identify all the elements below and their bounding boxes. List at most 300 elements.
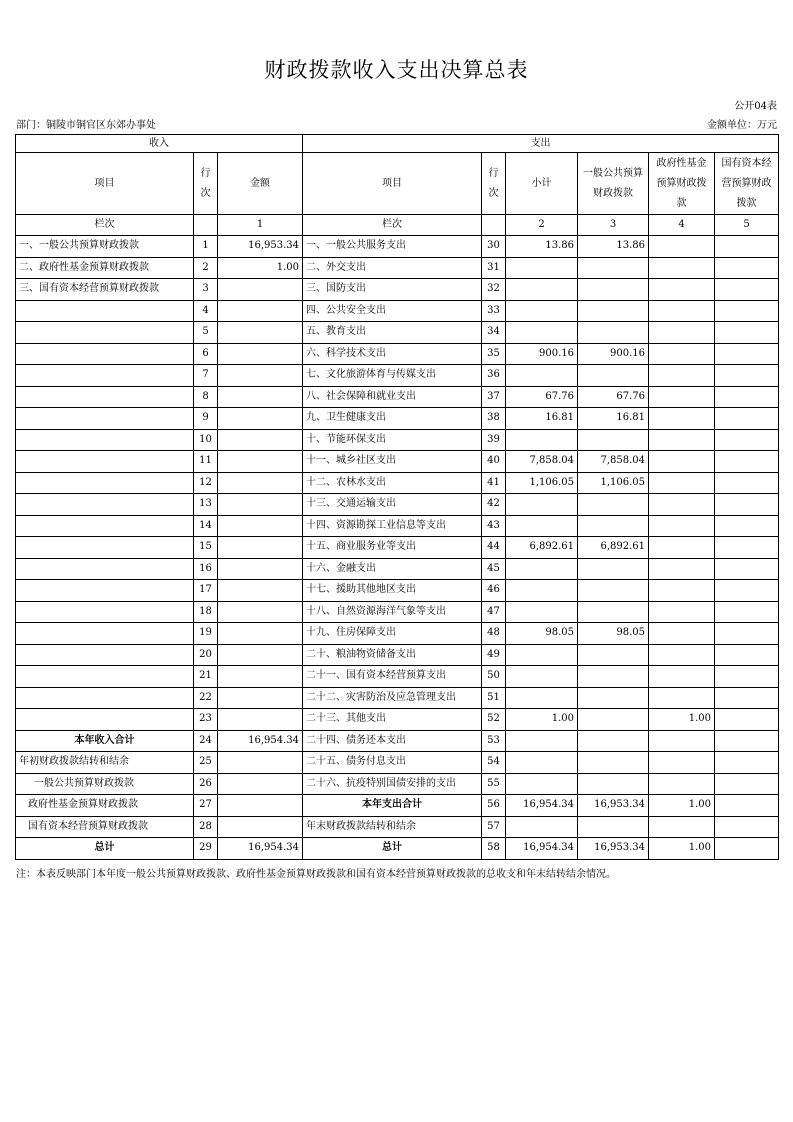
table-row [16, 580, 779, 602]
income-section-header: 收入 [16, 135, 303, 153]
table-row [16, 365, 779, 387]
general-budget-cell [578, 816, 649, 838]
general-budget-cell: 16,953.34 [578, 795, 649, 817]
subtotal-cell [506, 257, 578, 279]
table-row [16, 386, 779, 408]
state-capital-cell [715, 580, 779, 602]
expense-row-no-cell: 48 [482, 623, 506, 645]
expense-row-no-cell: 55 [482, 773, 506, 795]
subtotal-cell [506, 322, 578, 344]
income-row-no-cell: 7 [194, 365, 218, 387]
table-row [16, 644, 779, 666]
column-number-label: 栏次 [16, 215, 194, 236]
income-amount-cell [218, 752, 303, 774]
table-row [16, 257, 779, 279]
state-capital-cell [715, 300, 779, 322]
income-item-cell [16, 666, 194, 688]
state-capital-cell [715, 644, 779, 666]
state-capital-cell [715, 472, 779, 494]
income-row-no-cell: 20 [194, 644, 218, 666]
table-row [16, 752, 779, 774]
income-amount-cell [218, 386, 303, 408]
subtotal-cell: 7,858.04 [506, 451, 578, 473]
gov-fund-cell [649, 644, 715, 666]
income-item-cell: 本年收入合计 [16, 730, 194, 752]
form-number: 公开04表 [734, 101, 777, 112]
income-item-cell [16, 558, 194, 580]
state-capital-cell [715, 236, 779, 258]
subtotal-cell [506, 666, 578, 688]
table-row [16, 494, 779, 516]
state-capital-cell [715, 537, 779, 559]
income-amount-cell [218, 343, 303, 365]
empty-cell [194, 215, 218, 236]
general-budget-cell [578, 752, 649, 774]
income-row-no-cell: 23 [194, 709, 218, 731]
expense-row-no-cell: 36 [482, 365, 506, 387]
income-amount-cell [218, 451, 303, 473]
expense-row-no-cell: 49 [482, 644, 506, 666]
expense-item-cell: 二、外交支出 [303, 257, 482, 279]
income-item-cell: 总计 [16, 838, 194, 860]
expense-item-cell: 十四、资源勘探工业信息等支出 [303, 515, 482, 537]
general-budget-cell [578, 365, 649, 387]
expense-row-no-cell: 53 [482, 730, 506, 752]
state-capital-cell [715, 709, 779, 731]
income-amount-cell [218, 687, 303, 709]
subtotal-cell: 1.00 [506, 709, 578, 731]
expense-item-cell: 九、卫生健康支出 [303, 408, 482, 430]
income-item-cell: 政府性基金预算财政拨款 [16, 795, 194, 817]
income-row-no-cell: 28 [194, 816, 218, 838]
expense-item-cell: 二十、粮油物资储备支出 [303, 644, 482, 666]
income-row-no-cell: 1 [194, 236, 218, 258]
expense-row-no-cell: 56 [482, 795, 506, 817]
state-capital-cell [715, 666, 779, 688]
subtotal-cell: 1,106.05 [506, 472, 578, 494]
income-row-no-cell: 11 [194, 451, 218, 473]
income-item-cell [16, 709, 194, 731]
income-item-cell [16, 365, 194, 387]
subtotal-cell [506, 580, 578, 602]
table-row [16, 537, 779, 559]
general-budget-cell: 98.05 [578, 623, 649, 645]
income-item-cell [16, 386, 194, 408]
expense-row-no-cell: 45 [482, 558, 506, 580]
income-row-no-cell: 25 [194, 752, 218, 774]
state-capital-cell [715, 257, 779, 279]
general-budget-cell: 900.16 [578, 343, 649, 365]
income-amount-cell: 1.00 [218, 257, 303, 279]
table-row [16, 838, 779, 860]
income-row-no-cell: 3 [194, 279, 218, 301]
gov-fund-cell [649, 365, 715, 387]
gov-fund-cell [649, 558, 715, 580]
gov-fund-cell: 1.00 [649, 709, 715, 731]
income-item-cell: 一、一般公共预算财政拨款 [16, 236, 194, 258]
state-capital-cell [715, 752, 779, 774]
gov-fund-cell [649, 472, 715, 494]
state-capital-cell [715, 558, 779, 580]
expense-item-cell: 四、公共安全支出 [303, 300, 482, 322]
subtotal-header: 小计 [506, 153, 578, 215]
expense-row-no-cell: 42 [482, 494, 506, 516]
expense-item-cell: 十八、自然资源海洋气象等支出 [303, 601, 482, 623]
state-capital-cell [715, 795, 779, 817]
general-budget-cell [578, 730, 649, 752]
amount-unit-label: 金额单位：万元 [707, 120, 777, 131]
gov-fund-cell [649, 601, 715, 623]
expense-item-cell: 年末财政拨款结转和结余 [303, 816, 482, 838]
table-row [16, 816, 779, 838]
table-row [16, 279, 779, 301]
gov-fund-cell [649, 537, 715, 559]
table-row [16, 623, 779, 645]
subtotal-cell [506, 601, 578, 623]
subtotal-cell [506, 730, 578, 752]
expense-item-cell: 六、科学技术支出 [303, 343, 482, 365]
general-budget-cell [578, 429, 649, 451]
expense-section-header: 支出 [303, 135, 779, 153]
income-amount-cell [218, 623, 303, 645]
expense-row-no-cell: 40 [482, 451, 506, 473]
income-item-cell [16, 451, 194, 473]
subtotal-cell: 13.86 [506, 236, 578, 258]
expense-row-no-cell: 31 [482, 257, 506, 279]
expense-row-no-cell: 46 [482, 580, 506, 602]
state-capital-cell [715, 601, 779, 623]
table-row [16, 601, 779, 623]
gov-fund-cell [649, 623, 715, 645]
income-row-no-cell: 15 [194, 537, 218, 559]
state-capital-cell [715, 451, 779, 473]
expense-item-cell: 一、一般公共服务支出 [303, 236, 482, 258]
income-item-cell [16, 601, 194, 623]
income-item-cell [16, 322, 194, 344]
subtotal-cell [506, 558, 578, 580]
subtotal-cell [506, 687, 578, 709]
state-capital-cell [715, 365, 779, 387]
department-label: 部门：铜陵市铜官区东郊办事处 [16, 120, 156, 131]
expense-item-cell: 二十五、债务付息支出 [303, 752, 482, 774]
gov-fund-cell [649, 515, 715, 537]
expense-item-cell: 三、国防支出 [303, 279, 482, 301]
expense-item-cell: 十一、城乡社区支出 [303, 451, 482, 473]
income-row-no-cell: 24 [194, 730, 218, 752]
column-number-4: 4 [649, 215, 715, 236]
income-amount-cell [218, 472, 303, 494]
expense-row-no-cell: 30 [482, 236, 506, 258]
expense-row-no-cell: 37 [482, 386, 506, 408]
subtotal-cell: 900.16 [506, 343, 578, 365]
state-capital-cell [715, 279, 779, 301]
expense-item-cell: 十、节能环保支出 [303, 429, 482, 451]
expense-item-cell: 七、文化旅游体育与传媒支出 [303, 365, 482, 387]
income-amount-cell [218, 644, 303, 666]
income-amount-cell [218, 580, 303, 602]
general-budget-cell: 67.76 [578, 386, 649, 408]
gov-fund-cell [649, 236, 715, 258]
income-item-cell [16, 494, 194, 516]
expense-row-no-cell: 43 [482, 515, 506, 537]
income-item-cell [16, 472, 194, 494]
state-capital-cell [715, 730, 779, 752]
general-budget-cell [578, 601, 649, 623]
income-row-no-cell: 13 [194, 494, 218, 516]
gov-fund-cell [649, 451, 715, 473]
expense-row-no-cell: 39 [482, 429, 506, 451]
table-row [16, 322, 779, 344]
income-item-cell [16, 343, 194, 365]
income-row-no-cell: 4 [194, 300, 218, 322]
expense-row-no-cell: 57 [482, 816, 506, 838]
column-header-row [16, 153, 779, 215]
gov-fund-cell [649, 343, 715, 365]
subtotal-cell: 6,892.61 [506, 537, 578, 559]
income-item-cell: 年初财政拨款结转和结余 [16, 752, 194, 774]
income-amount-cell: 16,954.34 [218, 838, 303, 860]
general-budget-cell [578, 322, 649, 344]
expense-item-header: 项目 [303, 153, 482, 215]
state-capital-cell [715, 515, 779, 537]
general-budget-cell [578, 494, 649, 516]
state-capital-cell [715, 343, 779, 365]
expense-item-cell: 二十四、债务还本支出 [303, 730, 482, 752]
gov-fund-cell [649, 687, 715, 709]
income-item-cell [16, 408, 194, 430]
general-budget-cell [578, 687, 649, 709]
state-capital-cell [715, 429, 779, 451]
table-row [16, 795, 779, 817]
table-row [16, 343, 779, 365]
expense-row-no-cell: 52 [482, 709, 506, 731]
subtotal-cell [506, 279, 578, 301]
general-budget-cell: 16,953.34 [578, 838, 649, 860]
subtotal-cell: 16,954.34 [506, 838, 578, 860]
expense-row-no-cell: 32 [482, 279, 506, 301]
expense-row-no-cell: 35 [482, 343, 506, 365]
income-amount-cell [218, 816, 303, 838]
expense-item-cell: 八、社会保障和就业支出 [303, 386, 482, 408]
general-budget-cell: 16.81 [578, 408, 649, 430]
amount-header: 金额 [218, 153, 303, 215]
income-row-no-cell: 27 [194, 795, 218, 817]
page-title: 财政拨款收入支出决算总表 [264, 58, 529, 82]
general-budget-cell [578, 773, 649, 795]
income-amount-cell [218, 300, 303, 322]
income-item-cell [16, 644, 194, 666]
subtotal-cell [506, 644, 578, 666]
gov-fund-cell [649, 666, 715, 688]
expense-item-cell: 十二、农林水支出 [303, 472, 482, 494]
subtotal-cell: 67.76 [506, 386, 578, 408]
income-row-no-cell: 17 [194, 580, 218, 602]
state-capital-header: 国有资本经营预算财政拨款 [715, 153, 779, 215]
expense-row-no-cell: 34 [482, 322, 506, 344]
gov-fund-cell [649, 494, 715, 516]
general-budget-cell [578, 300, 649, 322]
expense-item-cell: 五、教育支出 [303, 322, 482, 344]
state-capital-cell [715, 386, 779, 408]
expense-row-no-cell: 51 [482, 687, 506, 709]
expense-row-no-cell: 38 [482, 408, 506, 430]
income-amount-cell [218, 515, 303, 537]
table-row [16, 666, 779, 688]
income-row-no-cell: 2 [194, 257, 218, 279]
general-budget-cell: 6,892.61 [578, 537, 649, 559]
income-item-cell [16, 515, 194, 537]
gov-fund-cell [649, 279, 715, 301]
table-row [16, 429, 779, 451]
general-budget-cell [578, 644, 649, 666]
subtotal-cell [506, 816, 578, 838]
income-item-cell: 国有资本经营预算财政拨款 [16, 816, 194, 838]
gov-fund-cell [649, 730, 715, 752]
table-row [16, 236, 779, 258]
general-budget-header: 一般公共预算财政拨款 [578, 153, 649, 215]
general-budget-cell: 1,106.05 [578, 472, 649, 494]
state-capital-cell [715, 322, 779, 344]
expense-item-cell: 二十六、抗疫特别国债安排的支出 [303, 773, 482, 795]
table-note: 注：本表反映部门本年度一般公共预算财政拨款、政府性基金预算财政拨款和国有资本经营预算财政拨款的总收支和年末结转结余情况。 [16, 869, 616, 880]
income-amount-cell [218, 709, 303, 731]
final-accounts-table [15, 134, 779, 860]
subtotal-cell [506, 752, 578, 774]
general-budget-cell [578, 709, 649, 731]
general-budget-cell [578, 515, 649, 537]
column-number-5: 5 [715, 215, 779, 236]
table-row [16, 730, 779, 752]
income-item-cell: 一般公共预算财政拨款 [16, 773, 194, 795]
income-amount-cell [218, 537, 303, 559]
expense-row-no-cell: 47 [482, 601, 506, 623]
column-number-1: 1 [218, 215, 303, 236]
gov-fund-cell [649, 816, 715, 838]
expense-item-cell: 十六、金融支出 [303, 558, 482, 580]
state-capital-cell [715, 838, 779, 860]
expense-item-cell: 十三、交通运输支出 [303, 494, 482, 516]
income-item-cell [16, 623, 194, 645]
subtotal-cell [506, 773, 578, 795]
gov-fund-cell [649, 322, 715, 344]
income-item-header: 项目 [16, 153, 194, 215]
state-capital-cell [715, 494, 779, 516]
income-amount-cell [218, 429, 303, 451]
expense-row-no-cell: 41 [482, 472, 506, 494]
general-budget-cell [578, 257, 649, 279]
income-amount-cell [218, 666, 303, 688]
income-row-no-cell: 9 [194, 408, 218, 430]
subtotal-cell [506, 515, 578, 537]
expense-row-no-cell: 50 [482, 666, 506, 688]
column-number-3: 3 [578, 215, 649, 236]
income-amount-cell [218, 558, 303, 580]
income-item-cell: 三、国有资本经营预算财政拨款 [16, 279, 194, 301]
income-amount-cell [218, 408, 303, 430]
table-row [16, 709, 779, 731]
income-row-no-cell: 16 [194, 558, 218, 580]
income-row-no-cell: 8 [194, 386, 218, 408]
expense-item-cell: 二十二、灾害防治及应急管理支出 [303, 687, 482, 709]
general-budget-cell: 13.86 [578, 236, 649, 258]
expense-row-no-header: 行次 [482, 153, 506, 215]
expense-row-no-cell: 33 [482, 300, 506, 322]
income-row-no-cell: 10 [194, 429, 218, 451]
table-row [16, 408, 779, 430]
general-budget-cell: 7,858.04 [578, 451, 649, 473]
subtotal-cell [506, 365, 578, 387]
income-amount-cell [218, 494, 303, 516]
gov-fund-header: 政府性基金预算财政拨款 [649, 153, 715, 215]
subtotal-cell: 16.81 [506, 408, 578, 430]
table-row [16, 472, 779, 494]
state-capital-cell [715, 773, 779, 795]
gov-fund-cell [649, 408, 715, 430]
table-row [16, 773, 779, 795]
income-item-cell [16, 537, 194, 559]
income-amount-cell [218, 279, 303, 301]
gov-fund-cell [649, 773, 715, 795]
table-row [16, 558, 779, 580]
general-budget-cell [578, 279, 649, 301]
expense-item-cell: 十九、住房保障支出 [303, 623, 482, 645]
column-number-row [16, 215, 779, 236]
table-row [16, 451, 779, 473]
subtotal-cell [506, 300, 578, 322]
income-amount-cell [218, 365, 303, 387]
income-row-no-cell: 14 [194, 515, 218, 537]
table-row [16, 687, 779, 709]
income-item-cell: 二、政府性基金预算财政拨款 [16, 257, 194, 279]
column-number-label-2: 栏次 [303, 215, 482, 236]
gov-fund-cell [649, 257, 715, 279]
general-budget-cell [578, 580, 649, 602]
general-budget-cell [578, 558, 649, 580]
subtotal-cell [506, 494, 578, 516]
state-capital-cell [715, 623, 779, 645]
expense-item-cell: 十七、援助其他地区支出 [303, 580, 482, 602]
empty-cell [482, 215, 506, 236]
expense-item-cell: 二十三、其他支出 [303, 709, 482, 731]
expense-row-no-cell: 54 [482, 752, 506, 774]
income-row-no-cell: 22 [194, 687, 218, 709]
expense-item-cell: 本年支出合计 [303, 795, 482, 817]
income-row-no-cell: 6 [194, 343, 218, 365]
table-row [16, 515, 779, 537]
gov-fund-cell: 1.00 [649, 795, 715, 817]
subtotal-cell: 16,954.34 [506, 795, 578, 817]
income-row-no-cell: 29 [194, 838, 218, 860]
income-amount-cell [218, 773, 303, 795]
expense-row-no-cell: 58 [482, 838, 506, 860]
gov-fund-cell [649, 300, 715, 322]
income-row-no-cell: 12 [194, 472, 218, 494]
gov-fund-cell [649, 752, 715, 774]
general-budget-cell [578, 666, 649, 688]
gov-fund-cell: 1.00 [649, 838, 715, 860]
income-amount-cell: 16,954.34 [218, 730, 303, 752]
income-item-cell [16, 429, 194, 451]
table-row [16, 300, 779, 322]
subtotal-cell [506, 429, 578, 451]
expense-item-cell: 二十一、国有资本经营预算支出 [303, 666, 482, 688]
income-item-cell [16, 300, 194, 322]
expense-item-cell: 总计 [303, 838, 482, 860]
state-capital-cell [715, 816, 779, 838]
subtotal-cell: 98.05 [506, 623, 578, 645]
state-capital-cell [715, 687, 779, 709]
income-row-no-cell: 19 [194, 623, 218, 645]
